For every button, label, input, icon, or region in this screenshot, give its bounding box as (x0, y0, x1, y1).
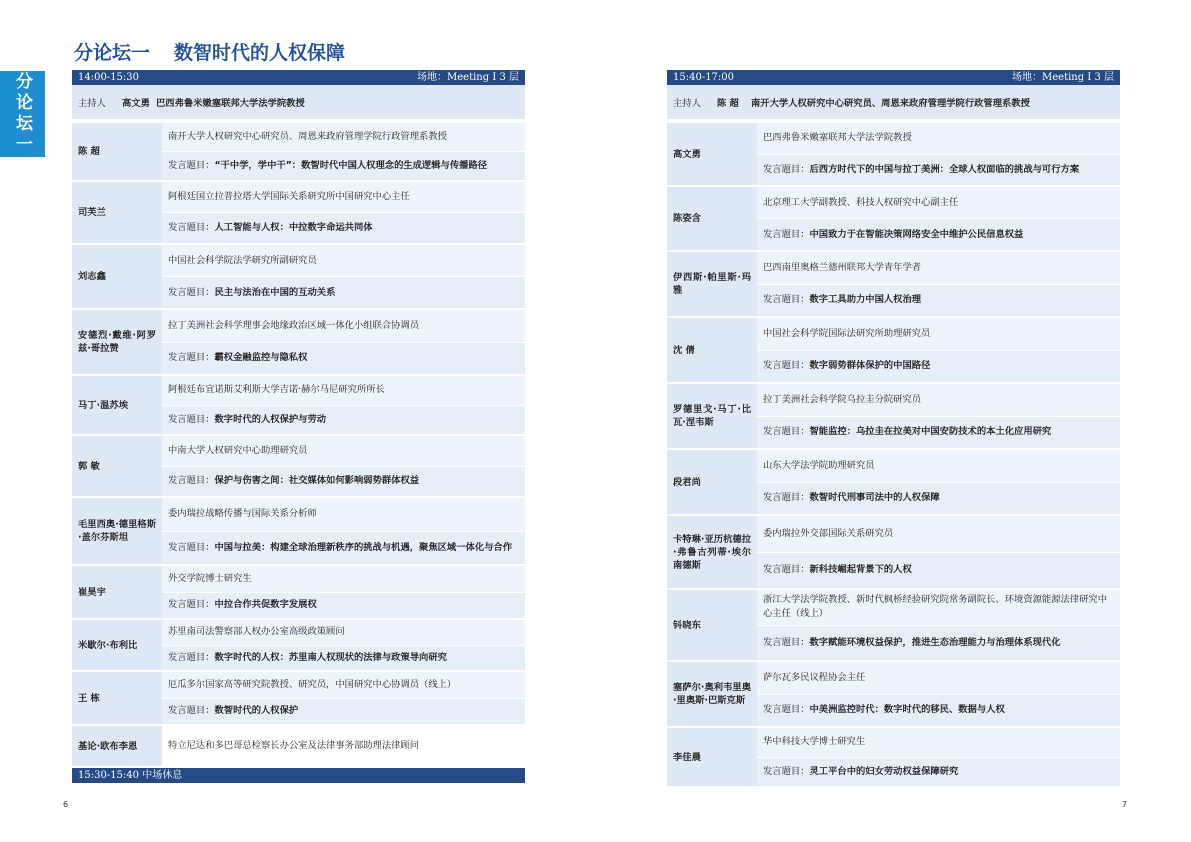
speaker-name: 段君尚 (667, 450, 757, 514)
speaker-name: 塞萨尔·奥利韦里奥·里奥斯·巴斯克斯 (667, 662, 757, 726)
speaker-name: 陈 超 (72, 123, 162, 180)
right-session-header (667, 70, 1120, 85)
speaker-topic: 发言题目： “干中学，学中干”：数智时代中国人权理念的生成逻辑与传播路径 (162, 152, 525, 180)
left-session-time: 14:00-15:30 (78, 72, 140, 83)
speaker-affiliation: 厄瓜多尔国家高等研究院教授、研究员，中国研究中心协调员（线上） (162, 672, 525, 699)
speaker-row (72, 121, 525, 180)
host-label: 主持人 (78, 98, 106, 109)
host-affiliation: 南开大学人权研究中心研究员、周恩来政府管理学院行政管理系教授 (751, 98, 1030, 109)
speaker-name: 钭晓东 (667, 590, 757, 660)
speaker-name: 陈姿含 (667, 187, 757, 250)
speaker-row (72, 618, 525, 670)
speaker-affiliation: 华中科技大学博士研究生 (757, 728, 1120, 758)
speaker-affiliation: 特立尼达和多巴哥总检察长办公室及法律事务部助理法律顾问 (162, 726, 525, 766)
right-speaker-list (667, 121, 1120, 786)
speaker-topic: 发言题目： 新科技崛起背景下的人权 (757, 553, 1120, 589)
break-label: 15:30-15:40 中场休息 (78, 770, 183, 781)
speaker-affiliation: 中国社会科学院法学研究所副研究员 (162, 245, 525, 277)
speaker-affiliation: 拉丁美洲社会科学理事会地缘政治区域一体化小组联合协调员 (162, 310, 525, 343)
speaker-affiliation: 苏里南司法警察部人权办公室高级政策顾问 (162, 620, 525, 646)
speaker-topic: 发言题目： 人工智能与人权：中拉数字命运共同体 (162, 213, 525, 243)
speaker-row (72, 180, 525, 243)
speaker-name: 安德烈·戴维·阿罗兹·哥拉赞 (72, 310, 162, 374)
speaker-row (72, 670, 525, 724)
right-session-panel (667, 70, 1120, 786)
speaker-row (72, 374, 525, 434)
right-session-venue: 场地：Meeting I 3 层 (1012, 72, 1114, 83)
speaker-name: 郭 敏 (72, 436, 162, 496)
left-session-panel (72, 70, 525, 783)
speaker-row (667, 448, 1120, 514)
speaker-row (72, 243, 525, 308)
speaker-topic: 发言题目： 中拉合作共促数字发展权 (162, 593, 525, 619)
speaker-name: 马丁·温苏埃 (72, 376, 162, 434)
speaker-affiliation: 委内瑞拉外交部国际关系研究员 (757, 516, 1120, 553)
speaker-name: 米歇尔·布利比 (72, 620, 162, 670)
speaker-name: 崔昊宇 (72, 566, 162, 618)
left-speaker-list (72, 121, 525, 766)
speaker-name: 基论·欧布李恩 (72, 726, 162, 766)
speaker-name: 毛里西奥·德里格斯·盖尔芬斯坦 (72, 498, 162, 564)
host-name: 高文勇 (122, 98, 150, 109)
speaker-topic: 发言题目： 中国与拉美：构建全球治理新秩序的挑战与机遇，聚焦区域一体化与合作 (162, 532, 525, 565)
speaker-row (667, 185, 1120, 250)
side-section-tab (0, 71, 45, 157)
speaker-affiliation: 南开大学人权研究中心研究员、周恩来政府管理学院行政管理系教授 (162, 123, 525, 152)
speaker-affiliation: 拉丁美洲社会科学院乌拉圭分院研究员 (757, 384, 1120, 417)
title-sub: 数智时代的人权保障 (174, 42, 346, 64)
speaker-topic: 发言题目： 灵工平台中的妇女劳动权益保障研究 (757, 758, 1120, 787)
speaker-topic: 发言题目： 数字赋能环境权益保护，推进生态治理能力与治理体系现代化 (757, 626, 1120, 661)
speaker-name: 罗德里戈·马丁·比瓦·涅韦斯 (667, 384, 757, 448)
speaker-topic: 发言题目： 智能监控：乌拉圭在拉美对中国安防技术的本土化应用研究 (757, 417, 1120, 449)
speaker-row (72, 496, 525, 564)
speaker-affiliation: 巴西南里奥格兰德州联邦大学青年学者 (757, 252, 1120, 285)
page-number-right: 7 (1122, 800, 1128, 809)
side-tab-label: 分论坛一 (12, 72, 32, 156)
speaker-topic: 发言题目： 民主与法治在中国的互动关系 (162, 277, 525, 308)
speaker-row (72, 308, 525, 374)
speaker-topic: 发言题目： 数智时代的人权保护 (162, 699, 525, 725)
speaker-affiliation: 浙江大学法学院教授、新时代枫桥经验研究院常务副院长、环境资源能源法律研究中心主任（线上） (757, 590, 1120, 626)
speaker-row (72, 724, 525, 766)
speaker-affiliation: 委内瑞拉战略传播与国际关系分析师 (162, 498, 525, 532)
speaker-topic: 发言题目： 霸权金融监控与隐私权 (162, 343, 525, 375)
speaker-name: 王 栋 (72, 672, 162, 724)
speaker-topic: 发言题目： 保护与伤害之间：社交媒体如何影响弱势群体权益 (162, 467, 525, 497)
speaker-name: 卡特琳·亚历杭德拉·弗鲁古列蒂·埃尔南德斯 (667, 516, 757, 588)
speaker-row (72, 434, 525, 496)
speaker-row (667, 121, 1120, 185)
speaker-name: 沈 倩 (667, 318, 757, 382)
title-main: 分论坛一 (74, 42, 151, 64)
speaker-row (72, 564, 525, 618)
speaker-name: 刘志鑫 (72, 245, 162, 308)
host-name: 陈 超 (717, 98, 739, 109)
speaker-affiliation: 外交学院博士研究生 (162, 566, 525, 593)
speaker-topic: 发言题目： 数字时代的人权：苏里南人权现状的法律与政策导向研究 (162, 646, 525, 671)
speaker-topic: 发言题目： 数字弱势群体保护的中国路径 (757, 351, 1120, 383)
speaker-affiliation: 中国社会科学院国际法研究所助理研究员 (757, 318, 1120, 351)
speaker-name: 司芙兰 (72, 182, 162, 243)
speaker-row (667, 726, 1120, 786)
speaker-row (667, 382, 1120, 448)
left-host-row (72, 85, 525, 121)
speaker-topic: 发言题目： 数智时代刑事司法中的人权保障 (757, 483, 1120, 515)
break-bar (72, 768, 525, 783)
speaker-topic: 发言题目： 中美洲监控时代：数字时代的移民、数据与人权 (757, 695, 1120, 727)
host-label: 主持人 (673, 98, 701, 109)
right-session-time: 15:40-17:00 (673, 72, 735, 83)
speaker-affiliation: 北京理工大学副教授、科技人权研究中心副主任 (757, 187, 1120, 219)
speaker-name: 李佳晨 (667, 728, 757, 786)
speaker-affiliation: 中南大学人权研究中心助理研究员 (162, 436, 525, 467)
left-session-header (72, 70, 525, 85)
speaker-topic: 发言题目： 中国致力于在智能决策网络安全中维护公民信息权益 (757, 219, 1120, 250)
speaker-topic: 发言题目： 数字工具助力中国人权治理 (757, 285, 1120, 317)
speaker-affiliation: 萨尔瓦多民议程协会主任 (757, 662, 1120, 695)
speaker-row (667, 316, 1120, 382)
speaker-affiliation: 阿根廷国立拉普拉塔大学国际关系研究所中国研究中心主任 (162, 182, 525, 213)
speaker-affiliation: 巴西弗鲁米嫩塞联邦大学法学院教授 (757, 123, 1120, 155)
speaker-name: 高文勇 (667, 123, 757, 185)
right-host-row (667, 85, 1120, 121)
speaker-topic: 发言题目： 数字时代的人权保护与劳动 (162, 406, 525, 435)
host-affiliation: 巴西弗鲁米嫩塞联邦大学法学院教授 (156, 98, 305, 109)
speaker-row (667, 660, 1120, 726)
page-number-left: 6 (63, 800, 69, 809)
page-title (74, 38, 345, 65)
speaker-row (667, 250, 1120, 316)
speaker-topic: 发言题目： 后西方时代下的中国与拉丁美洲：全球人权面临的挑战与可行方案 (757, 155, 1120, 186)
speaker-row (667, 514, 1120, 588)
speaker-name: 伊西斯·帕里斯·玛雅 (667, 252, 757, 316)
speaker-row (667, 588, 1120, 660)
speaker-affiliation: 山东大学法学院助理研究员 (757, 450, 1120, 483)
left-session-venue: 场地：Meeting I 3 层 (417, 72, 519, 83)
speaker-affiliation: 阿根廷布宜诺斯艾利斯大学吉诺·赫尔马尼研究所所长 (162, 376, 525, 406)
